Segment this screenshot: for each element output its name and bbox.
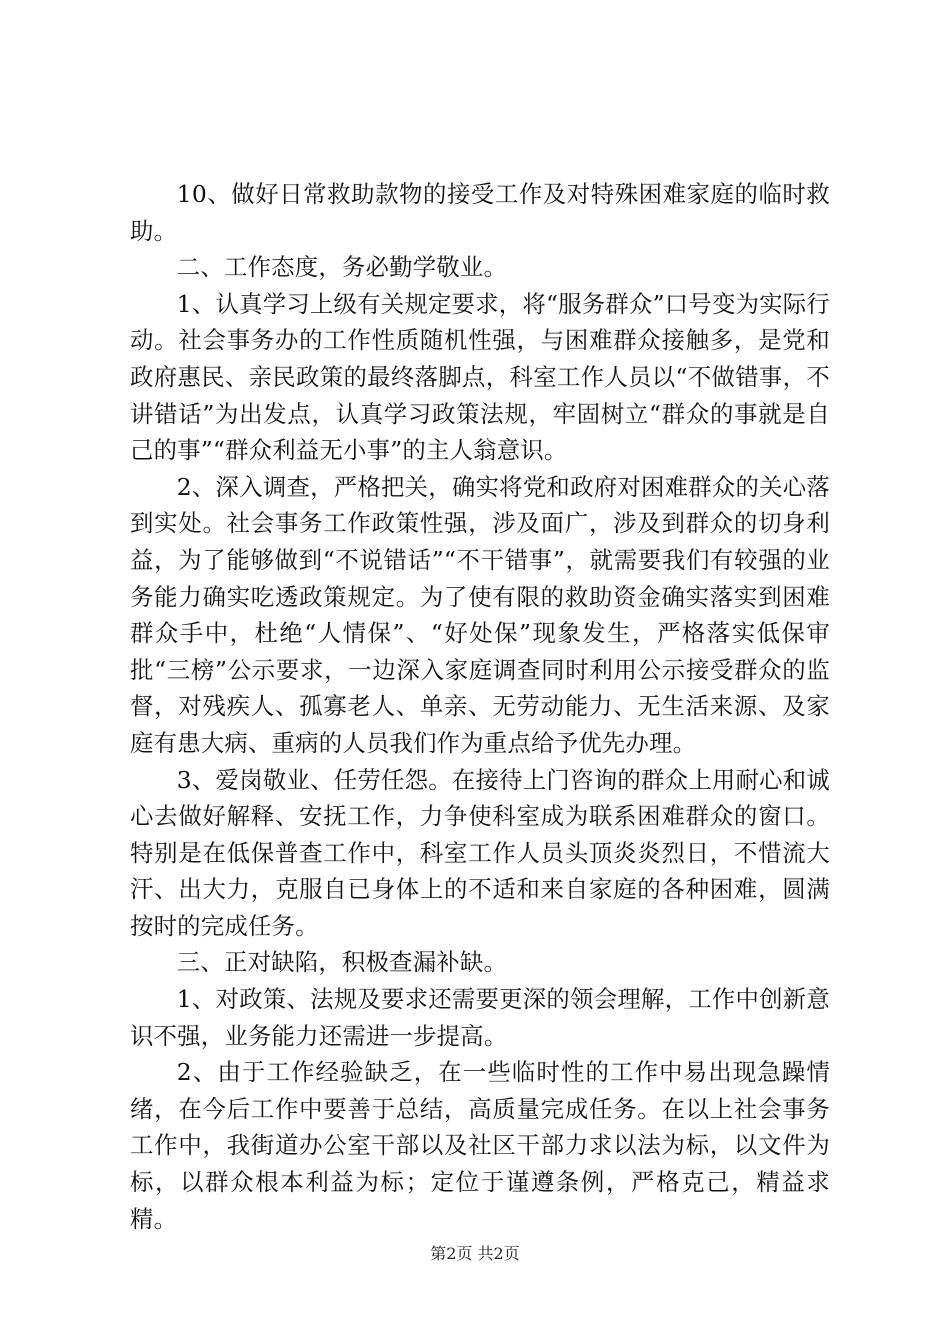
- paragraph-policy-understanding: 1、对政策、法规及要求还需要更深的领会理解，工作中创新意识不强，业务能力还需进一步提高。: [130, 985, 830, 1050]
- document-body: [130, 176, 830, 1237]
- paragraph-item-10-relief: 10、做好日常救助款物的接受工作及对特殊困难家庭的临时救助。: [130, 180, 830, 245]
- paragraph-dedication: 3、爱岗敬业、任劳任怨。在接待上门咨询的群众上用耐心和诚心去做好解释、安抚工作，力争使科室成为联系困难群众的窗口。特别是在低保普查工作中，科室工作人员头顶炎炎烈日，不惜流大汗、出大力，克服自已身体上的不适和来自家庭的各种困难，圆满按时的完成任务。: [130, 765, 830, 940]
- page-footer: 第2页 共2页: [430, 1244, 520, 1263]
- paragraph-study-regulations: 1、认真学习上级有关规定要求，将“服务群众”口号变为实际行动。社会事务办的工作性质随机性强，与困难群众接触多，是党和政府惠民、亲民政策的最终落脚点，科室工作人员以“不做错事，不讲错话”为出发点，认真学习政策法规，牢固树立“群众的事就是自己的事”“群众利益无小事”的主人翁意识。: [130, 289, 830, 465]
- paragraph-investigation: 2、深入调查，严格把关，确实将党和政府对困难群众的关心落到实处。社会事务工作政策性强，涉及面广，涉及到群众的切身利益，为了能够做到“不说错话”“不干错事”，就需要我们有较强的业务能力确实吃透政策规定。为了使有限的救助资金确实落实到困难群众手中，杜绝“人情保”、“好处保”现象发生，严格落实低保审批“三榜”公示要求，一边深入家庭调查同时利用公示接受群众的监督，对残疾人、孤寡老人、单亲、无劳动能力、无生活来源、及家庭有患大病、重病的人员我们作为重点给予优先办理。: [130, 472, 830, 757]
- section-heading-shortcomings: 三、正对缺陷，积极查漏补缺。: [176, 948, 508, 977]
- section-heading-work-attitude: 二、工作态度，务必勤学敬业。: [176, 253, 508, 282]
- paragraph-experience: 2、由于工作经验缺乏，在一些临时性的工作中易出现急躁情绪，在今后工作中要善于总结，高质量完成任务。在以上社会事务工作中，我街道办公室干部以及社区干部力求以法为标，以文件为标，以群众根本利益为标；定位于谨遵条例，严格克己，精益求精。: [130, 1058, 830, 1233]
